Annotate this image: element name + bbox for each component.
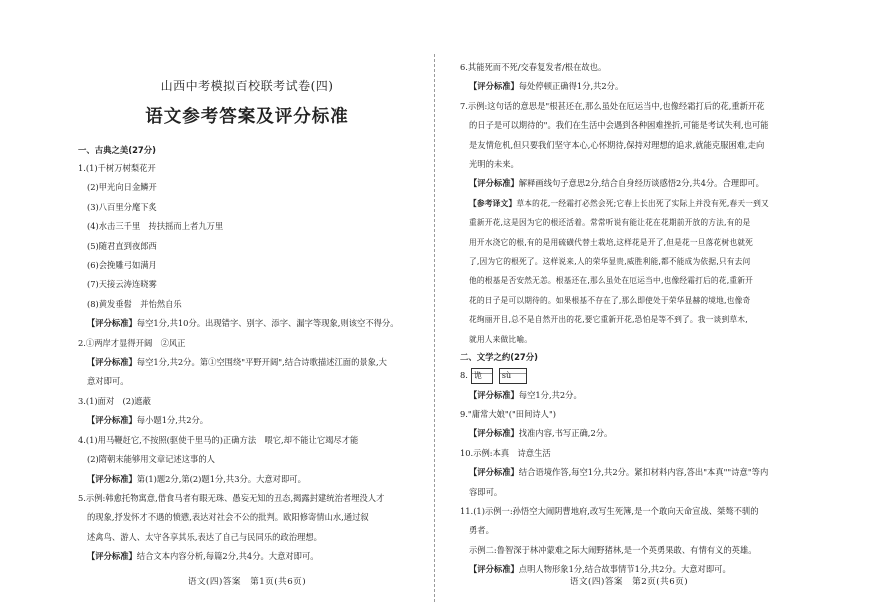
scoring-tag: 【评分标准】	[469, 178, 519, 189]
q11-answer-line: 示例二:鲁智深于林冲蒙难之际大闹野猪林,是一个英勇果敢、有情有义的英雄。	[469, 544, 757, 555]
q5-answer-line: 述禽鸟、游人、太守各享其乐,表达了自己与民同乐的政治理想。	[87, 531, 322, 542]
q8-number: 8.	[460, 370, 468, 381]
scoring-tag: 【评分标准】	[469, 564, 519, 575]
q1-line: (3)八百里分麾下炙	[87, 201, 157, 212]
q8-answer	[460, 366, 798, 385]
document-title: 语文参考答案及评分标准	[145, 107, 349, 127]
q4-scoring	[78, 470, 416, 489]
q1-line: (4)水击三千里 抟扶摇而上者九万里	[87, 221, 224, 232]
page-footer-2: 语文(四)答案 第2页(共6页)	[569, 577, 689, 587]
scoring-tag: 【评分标准】	[87, 357, 137, 368]
q7-answer-line: 的日子是可以期待的"。我们在生活中会遇到各种困难挫折,可能是考试失利,也可能	[469, 120, 769, 131]
translation-line: 他的根基是否安然无恙。根基还在,那么虽处在厄运当中,也像经霜打后的花,重新开	[469, 276, 753, 286]
section-heading-literature: 二、文学之约(27分)	[460, 352, 538, 363]
q5-scoring	[78, 547, 416, 566]
translation-line: 花绚丽开目,总不是自然开出的花,要它重新开花,恐怕是等不到了。我一谈到草木,	[469, 315, 748, 325]
q3-scoring	[78, 411, 416, 430]
scoring-tag: 【评分标准】	[87, 551, 137, 562]
scoring-text: 第(1)题2分,第(2)题1分,共3分。大意对即可。	[136, 473, 306, 484]
translation-line: 了,因为它的根死了。这样说来,人的荣华显贵,威胜利能,都不能成为依据,只有去问	[469, 257, 751, 267]
scoring-text: 找准内容,书写正确,2分。	[518, 428, 613, 439]
scoring-text: 结合语境作答,每空1分,共2分。紧扣材料内容,答出"本真""诗意"等内	[518, 467, 769, 478]
q8-scoring	[460, 386, 798, 405]
scoring-text: 每空1分,共10分。出现错字、别字、添字、漏字等现象,则该空不得分。	[136, 318, 399, 329]
q8-char: 诡	[473, 370, 482, 380]
q10-scoring	[460, 463, 798, 482]
q1-line: (7)天接云涛连晓雾	[87, 279, 157, 290]
scoring-tag: 【评分标准】	[469, 467, 519, 478]
q1-line: 1.(1)千树万树梨花开	[78, 163, 156, 173]
scoring-text: 解释画线句子意思2分,结合自身经历谈感悟2分,共4分。合理即可。	[518, 178, 764, 189]
q2-answer: 2.①两岸才显得开阔 ②风正	[78, 337, 186, 348]
translation-text: 草本的花,一经霜打必然会死;它春上长出死了实际上并没有死,春天一到又	[516, 198, 769, 208]
q4-answer-2: (2)隋朝末能够用文章记述这事的人	[87, 454, 215, 465]
scoring-tag: 【评分标准】	[469, 428, 519, 439]
q7-scoring	[460, 174, 798, 193]
q1-line: (5)随君直到夜郎西	[87, 240, 157, 251]
q8-pinyin-box	[499, 368, 527, 384]
q11-answer-line: 11.(1)示例一:孙悟空大闹阴曹地府,改写生死簿,是一个敢向天命宣战、桀骜不驯的	[460, 505, 759, 516]
q10-answer: 10.示例:本真 诗意生活	[460, 447, 551, 458]
q1-line: (8)黄发垂髫 并怡然自乐	[87, 298, 182, 309]
q1-line: (6)会挽雕弓如满月	[87, 260, 157, 271]
q2-scoring-cont: 意对即可。	[87, 376, 129, 387]
scoring-tag: 【评分标准】	[469, 81, 519, 92]
q8-pinyin: sù	[501, 370, 512, 380]
scoring-tag: 【评分标准】	[87, 415, 137, 426]
translation-line: 重新开花,这是因为它的根还活着。常常听说有能让花在花期前开放的方法,有的是	[469, 218, 751, 228]
q9-answer: 9."庸常大娘"("田间诗人")	[460, 408, 557, 419]
translation-line	[460, 194, 798, 213]
scoring-text: 每空1分,共2分。	[518, 389, 582, 400]
q9-scoring	[460, 424, 798, 443]
exam-subtitle: 山西中考模拟百校联考试卷(四)	[160, 79, 334, 93]
translation-line: 花的日子是可以期待的。如果根基不存在了,那么即使处于荣华显赫的境地,也像奇	[469, 295, 751, 305]
scoring-tag: 【评分标准】	[87, 473, 137, 484]
q5-answer-line: 的现象,抒发怀才不遇的愤懑,表达对社会不公的批判。欧阳修寄情山水,通过叙	[87, 512, 369, 523]
q1-answers	[78, 159, 416, 314]
q10-scoring-cont: 容即可。	[469, 486, 503, 497]
q1-scoring	[78, 314, 416, 333]
scoring-tag: 【评分标准】	[469, 389, 519, 400]
translation-line: 就用人来做比喻。	[469, 334, 533, 344]
q7-answer-line: 是友情危机,但只要我们坚守本心,心怀期待,保持对理想的追求,就能克服困难,走向	[469, 139, 765, 150]
q7-answer-line: 光明的未来。	[469, 159, 519, 170]
scoring-text: 每处停顿正确得1分,共2分。	[518, 81, 624, 92]
q6-answer: 6.其能死而不死/交春复发者/根在故也。	[460, 62, 607, 72]
scoring-tag: 【评分标准】	[87, 318, 137, 329]
q5-answer-line: 5.示例:韩愈托物寓意,借食马者有眼无珠、愚妄无知的丑态,揭露封建统治者埋没人才	[78, 492, 385, 503]
q7-answer-line: 7.示例:这句话的意思是"根甚还在,那么虽处在厄运当中,也像经霜打后的花,重新开花	[460, 100, 765, 111]
left-page	[78, 58, 416, 567]
right-page	[460, 58, 798, 580]
page-divider	[434, 54, 435, 602]
q4-answer-1: 4.(1)用马鞭赶它,不按照(驱使千里马的)正确方法 喂它,却不能让它竭尽才能	[78, 434, 359, 445]
section-heading-classical: 一、古典之美(27分)	[78, 145, 156, 155]
q3-answer: 3.(1)面对 (2)遮蔽	[78, 395, 151, 406]
translation-tag: 【参考译文】	[469, 198, 517, 208]
scoring-text: 结合文本内容分析,每篇2分,共4分。大意对即可。	[136, 551, 319, 562]
q6-scoring	[460, 77, 798, 96]
q11-answer-line: 勇者。	[469, 525, 494, 536]
q8-char-box	[471, 368, 493, 384]
scoring-text: 每小题1分,共2分。	[136, 415, 209, 426]
scoring-text: 点明人物形象1分,结合故事情节1分,共2分。大意对即可。	[518, 564, 731, 575]
page-footer-1: 语文(四)答案 第1页(共6页)	[187, 577, 307, 587]
translation-line: 用开水浇它的根,有的是用硫磺代替土栽培,这样花是开了,但是花一旦落花树也就死	[469, 237, 753, 247]
q1-line: (2)甲光向日金鳞开	[87, 182, 157, 193]
q2-scoring	[78, 353, 416, 372]
scoring-text: 每空1分,共2分。第①空围绕"平野开阔",结合诗歌描述江面的景象,大	[136, 357, 387, 368]
